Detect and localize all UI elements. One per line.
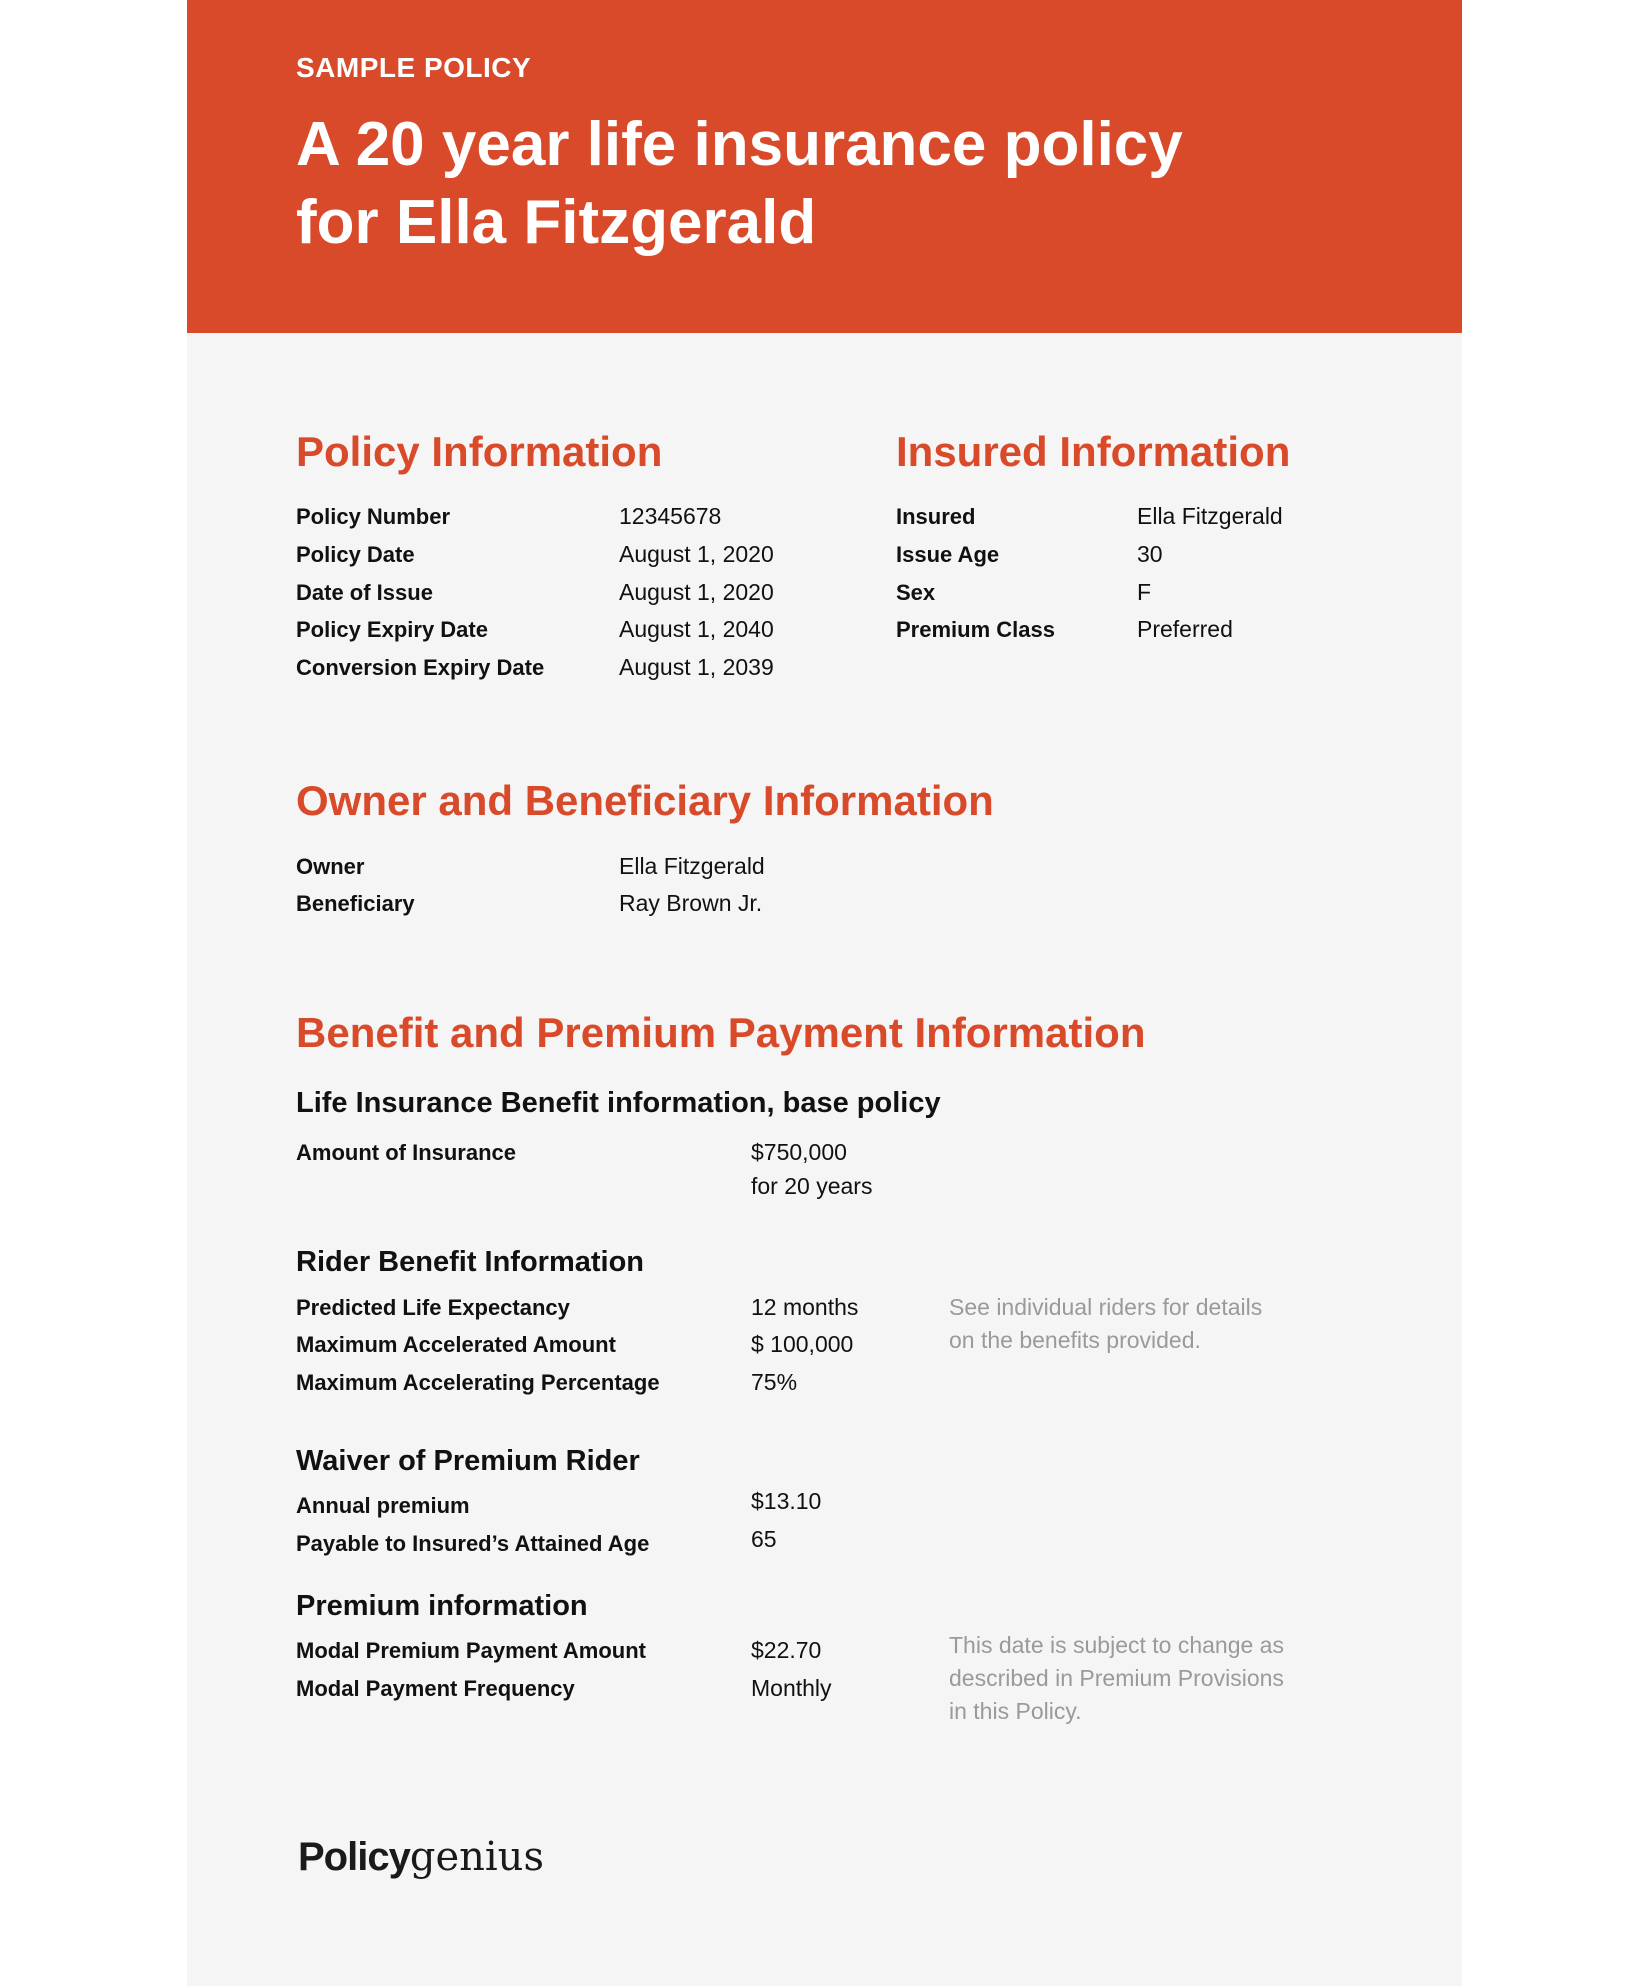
field-label: Policy Number [296, 504, 451, 529]
policy-document [187, 0, 1462, 1986]
field-value: Preferred [1137, 616, 1233, 642]
amount-of-insurance-row [296, 1134, 996, 1208]
field-label: Premium Class [896, 617, 1055, 642]
field-value: F [1137, 579, 1152, 605]
field-value: August 1, 2020 [619, 541, 774, 567]
field-value: Ella Fitzgerald [619, 853, 765, 879]
note-line: See individual riders for details [949, 1294, 1263, 1320]
field-value: Ella Fitzgerald [1137, 503, 1283, 529]
field-value: $22.70 [751, 1637, 822, 1663]
page-title-line-2: for Ella Fitzgerald [296, 188, 817, 257]
field-label: Maximum Accelerated Amount [296, 1332, 616, 1357]
field-value-term: for 20 years [751, 1173, 873, 1199]
modal-premium-amount-row [296, 1632, 896, 1669]
attained-age-row [296, 1521, 896, 1558]
premium-date-note [949, 1629, 1284, 1728]
policy-expiry-date-row [296, 611, 796, 648]
field-value: August 1, 2040 [619, 616, 774, 642]
field-label: Modal Premium Payment Amount [296, 1638, 647, 1663]
base-policy-subheading: Life Insurance Benefit information, base policy [296, 1087, 941, 1119]
field-label: Modal Payment Frequency [296, 1676, 575, 1701]
insured-information-heading: Insured Information [896, 428, 1291, 475]
field-label: Sex [896, 580, 936, 605]
field-value: 12 months [751, 1294, 859, 1320]
field-value: $ 100,000 [751, 1331, 854, 1357]
rider-benefit-subheading: Rider Benefit Information [296, 1246, 645, 1278]
sample-policy-label: SAMPLE POLICY [296, 52, 532, 83]
field-label: Predicted Life Expectancy [296, 1295, 570, 1320]
field-value: 12345678 [619, 503, 722, 529]
field-label: Date of Issue [296, 580, 433, 605]
logo-wordmark-genius: genius [409, 1834, 544, 1880]
conversion-expiry-date-row [296, 649, 796, 686]
note-line: on the benefits provided. [949, 1327, 1201, 1353]
note-line: This date is subject to change as [949, 1632, 1284, 1658]
premium-class-row [896, 611, 1336, 648]
note-line: described in Premium Provisions [949, 1665, 1284, 1691]
field-label: Insured [896, 504, 976, 529]
sex-row [896, 574, 1336, 611]
field-label: Beneficiary [296, 891, 415, 916]
field-label: Annual premium [296, 1493, 470, 1518]
modal-payment-frequency-row [296, 1670, 896, 1707]
field-value: 65 [751, 1526, 777, 1552]
header-banner [187, 0, 1462, 333]
policygenius-logo [298, 1832, 544, 1882]
field-label: Owner [296, 854, 365, 879]
logo-wordmark-policy: Policy [298, 1835, 410, 1879]
maximum-accelerating-percentage-row [296, 1364, 896, 1401]
policy-date-row [296, 536, 796, 573]
field-value: August 1, 2020 [619, 579, 774, 605]
maximum-accelerated-amount-row [296, 1326, 896, 1363]
field-label: Issue Age [896, 542, 1000, 567]
field-label: Maximum Accelerating Percentage [296, 1370, 660, 1395]
field-value: 75% [751, 1369, 798, 1395]
policy-number-row [296, 498, 796, 535]
issue-age-row [896, 536, 1336, 573]
predicted-life-expectancy-row [296, 1289, 896, 1326]
rider-details-note [949, 1291, 1262, 1357]
annual-premium-row [296, 1483, 896, 1520]
page-title [296, 106, 1346, 262]
field-label: Conversion Expiry Date [296, 655, 545, 680]
insured-row [896, 498, 1336, 535]
policy-information-heading: Policy Information [296, 428, 663, 475]
owner-row [296, 848, 796, 885]
field-value: Monthly [751, 1675, 832, 1701]
field-value: $750,000 [751, 1139, 847, 1165]
field-value: $13.10 [751, 1488, 822, 1514]
field-value: August 1, 2039 [619, 654, 774, 680]
note-line: in this Policy. [949, 1698, 1082, 1724]
date-of-issue-row [296, 574, 796, 611]
field-label: Payable to Insured’s Attained Age [296, 1531, 650, 1556]
beneficiary-row [296, 885, 796, 922]
field-label: Policy Date [296, 542, 415, 567]
field-value: Ray Brown Jr. [619, 890, 763, 916]
page-title-line-1: A 20 year life insurance policy [296, 110, 1183, 179]
field-label: Policy Expiry Date [296, 617, 488, 642]
field-label: Amount of Insurance [296, 1140, 517, 1165]
benefit-premium-heading: Benefit and Premium Payment Information [296, 1009, 1146, 1056]
premium-information-subheading: Premium information [296, 1590, 588, 1622]
field-value: 30 [1137, 541, 1163, 567]
waiver-premium-subheading: Waiver of Premium Rider [296, 1445, 640, 1477]
owner-beneficiary-heading: Owner and Beneficiary Information [296, 777, 994, 824]
